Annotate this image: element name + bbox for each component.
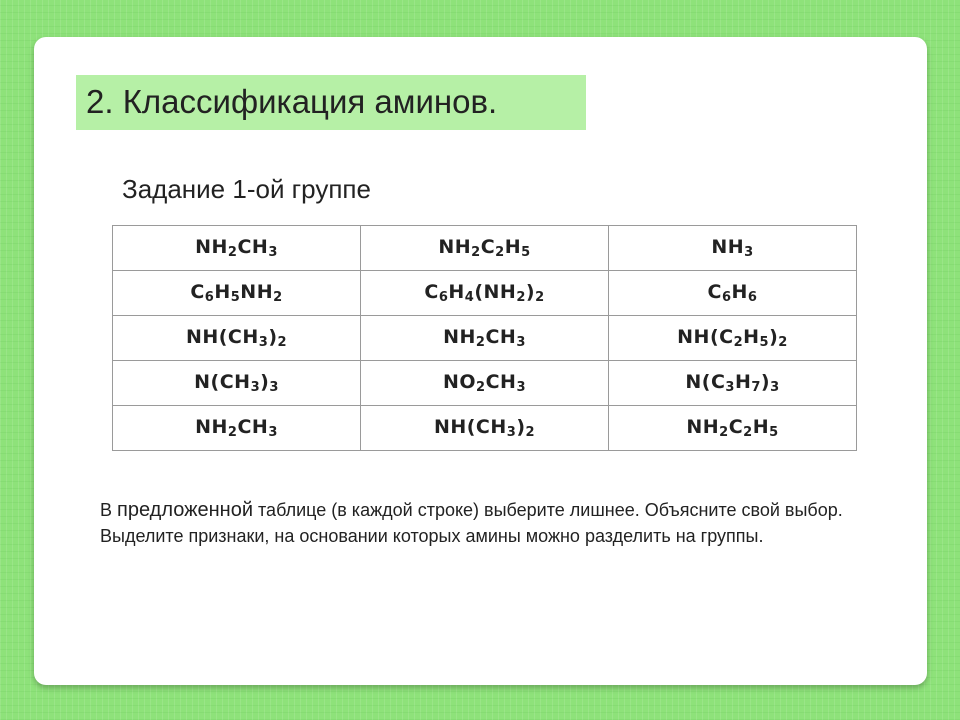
formula-text: H — [743, 326, 760, 348]
formula-cell — [113, 316, 361, 361]
formula-cell — [361, 316, 609, 361]
formula-subscript: 6 — [747, 290, 758, 305]
formula-text: (NH — [474, 281, 517, 303]
formula-subscript: 2 — [778, 335, 788, 350]
formula-cell — [609, 271, 857, 316]
formula-subscript: 2 — [475, 335, 486, 350]
formula-subscript: 6 — [438, 290, 449, 305]
formula-subscript: 3 — [516, 335, 526, 350]
formula-subscript: 2 — [273, 290, 283, 305]
formula-subscript: 2 — [476, 380, 486, 395]
formula-subscript: 2 — [227, 425, 238, 440]
formula-text: ) — [760, 371, 771, 393]
formula-subscript: 5 — [521, 245, 531, 260]
formula-text: NH — [195, 416, 228, 438]
formula-text: NH(C — [677, 326, 734, 348]
instruction-1-emphasis: предложенной — [117, 499, 254, 521]
formula-subscript: 3 — [269, 380, 279, 395]
instruction-paragraph-2: Выделите признаки, на основании которых амины можно разделить на группы. — [100, 526, 764, 546]
formula-subscript: 2 — [525, 425, 536, 440]
formula-text: NH — [438, 236, 472, 258]
formula-subscript: 3 — [506, 425, 517, 440]
formula-text: CH — [485, 371, 517, 393]
task-instructions — [100, 497, 880, 549]
formula-text: ) — [260, 371, 270, 393]
formula-subscript: 3 — [744, 245, 754, 260]
amine-formula-table — [112, 225, 857, 451]
formula-subscript: 2 — [733, 335, 744, 350]
instruction-1-start: В — [100, 500, 118, 520]
task-subtitle: Задание 1-ой группе — [122, 174, 371, 204]
formula-subscript: 3 — [770, 380, 780, 395]
formula-text: C — [190, 281, 205, 303]
instruction-paragraph-1 — [100, 497, 880, 523]
formula-cell — [361, 226, 609, 271]
table-row — [113, 406, 857, 451]
formula-text: H — [731, 281, 748, 303]
formula-cell — [609, 406, 857, 451]
formula-text: H — [448, 281, 465, 303]
formula-subscript: 2 — [719, 425, 729, 440]
formula-text: ) — [516, 416, 526, 438]
slide-card — [34, 37, 927, 685]
formula-text: C — [424, 281, 439, 303]
slide-title: 2. Классификация аминов. — [86, 83, 498, 120]
formula-subscript: 3 — [250, 380, 261, 395]
formula-cell — [361, 361, 609, 406]
formula-text: ) — [769, 326, 779, 348]
instruction-1-rest: таблице (в каждой строке) выберите лишнее. Объясните свой выбор. — [253, 500, 843, 520]
formula-text: NH(CH — [433, 416, 507, 438]
formula-text: H — [734, 371, 752, 393]
formula-text: H — [752, 416, 770, 438]
formula-subscript: 3 — [268, 425, 278, 440]
formula-text: NH — [240, 281, 274, 303]
formula-text: NH — [686, 416, 720, 438]
formula-subscript: 5 — [759, 335, 770, 350]
formula-text: ) — [268, 326, 278, 348]
formula-subscript: 2 — [227, 245, 238, 260]
formula-text: C — [480, 236, 496, 258]
formula-text: NH — [195, 236, 228, 258]
formula-text: CH — [237, 416, 269, 438]
formula-subscript: 2 — [277, 335, 288, 350]
formula-text: ) — [525, 281, 536, 303]
formula-text: N(C — [685, 371, 726, 393]
table-row — [113, 226, 857, 271]
formula-cell — [361, 271, 609, 316]
formula-text: NH — [443, 326, 476, 348]
table-row — [113, 361, 857, 406]
formula-subscript: 2 — [516, 290, 526, 305]
formula-subscript: 5 — [230, 290, 241, 305]
formula-table-body — [113, 226, 857, 451]
formula-text: H — [504, 236, 522, 258]
formula-subscript: 3 — [725, 380, 735, 395]
formula-text: CH — [237, 236, 269, 258]
formula-cell — [609, 316, 857, 361]
formula-text: NO — [442, 371, 477, 393]
formula-subscript: 7 — [751, 380, 761, 395]
formula-cell — [113, 271, 361, 316]
formula-subscript: 3 — [516, 380, 526, 395]
formula-subscript: 3 — [258, 335, 269, 350]
formula-text: N(CH — [194, 371, 251, 393]
formula-cell — [609, 226, 857, 271]
formula-subscript: 4 — [464, 290, 475, 305]
formula-subscript: 2 — [535, 290, 545, 305]
table-row — [113, 271, 857, 316]
formula-subscript: 2 — [471, 245, 481, 260]
formula-text: H — [214, 281, 231, 303]
table-row — [113, 316, 857, 361]
formula-cell — [113, 226, 361, 271]
formula-text: C — [707, 281, 722, 303]
formula-text: C — [728, 416, 744, 438]
formula-text: NH(CH — [185, 326, 259, 348]
formula-subscript: 6 — [204, 290, 215, 305]
title-banner — [76, 75, 586, 130]
formula-text: CH — [485, 326, 517, 348]
formula-subscript: 2 — [495, 245, 505, 260]
formula-subscript: 5 — [769, 425, 779, 440]
formula-subscript: 6 — [721, 290, 732, 305]
formula-cell — [609, 361, 857, 406]
formula-cell — [113, 406, 361, 451]
formula-subscript: 3 — [268, 245, 278, 260]
formula-subscript: 2 — [743, 425, 753, 440]
formula-cell — [361, 406, 609, 451]
formula-cell — [113, 361, 361, 406]
formula-text: NH — [711, 236, 745, 258]
